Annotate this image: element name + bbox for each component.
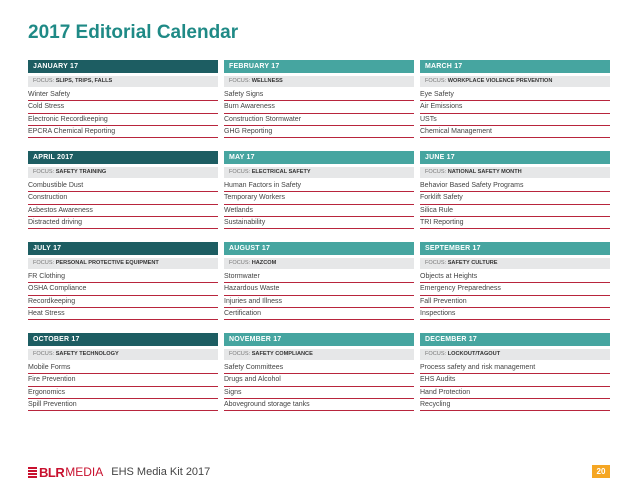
focus-topic: SAFETY COMPLIANCE [251,351,313,357]
topic-item: FR Clothing [28,271,218,283]
topic-item: GHG Reporting [224,126,414,138]
month-block [420,151,610,229]
topic-item: Certification [224,308,414,320]
topic-item: Recordkeeping [28,296,218,308]
topic-item: TRI Reporting [420,217,610,229]
focus-label: FOCUS: [229,351,251,357]
topic-list [420,180,610,229]
month-block [420,242,610,320]
month-focus [420,76,610,87]
focus-label: FOCUS: [33,78,55,84]
focus-topic: WORKPLACE VIOLENCE PREVENTION [447,78,553,84]
month-block [420,60,610,138]
topic-item: OSHA Compliance [28,283,218,295]
month-header: SEPTEMBER 17 [420,242,610,255]
topic-item: Distracted driving [28,217,218,229]
month-focus [420,349,610,360]
topic-item: Wetlands [224,205,414,217]
focus-topic: HAZCOM [251,260,277,266]
focus-label: FOCUS: [229,169,251,175]
topic-item: Mobile Forms [28,362,218,374]
topic-item: Air Emissions [420,101,610,113]
topic-item: Fire Prevention [28,374,218,386]
month-header: JANUARY 17 [28,60,218,73]
focus-label: FOCUS: [33,169,55,175]
topic-item: Asbestos Awareness [28,205,218,217]
month-focus [28,349,218,360]
topic-item: Hand Protection [420,387,610,399]
focus-topic: SAFETY CULTURE [447,260,498,266]
topic-item: Silica Rule [420,205,610,217]
month-block [224,151,414,229]
month-focus [224,258,414,269]
month-block [28,60,218,138]
month-block [420,333,610,411]
month-header: AUGUST 17 [224,242,414,255]
month-block [28,242,218,320]
topic-item: Objects at Heights [420,271,610,283]
topic-item: Sustainability [224,217,414,229]
month-header: OCTOBER 17 [28,333,218,346]
topic-list [28,89,218,138]
topic-item: EPCRA Chemical Reporting [28,126,218,138]
focus-label: FOCUS: [425,169,447,175]
focus-label: FOCUS: [33,351,55,357]
blr-media-logo [28,465,103,480]
topic-item: Winter Safety [28,89,218,101]
month-block [224,60,414,138]
topic-item: Combustible Dust [28,180,218,192]
topic-item: Ergonomics [28,387,218,399]
topic-item: Safety Signs [224,89,414,101]
focus-label: FOCUS: [229,260,251,266]
topic-item: Stormwater [224,271,414,283]
media-kit-label: EHS Media Kit 2017 [111,466,211,478]
topic-item: Injuries and Illness [224,296,414,308]
topic-item: Construction Stormwater [224,114,414,126]
topic-item: Inspections [420,308,610,320]
month-header: APRIL 2017 [28,151,218,164]
topic-list [28,362,218,411]
month-focus [224,349,414,360]
page-title: 2017 Editorial Calendar [28,22,239,43]
month-block [224,242,414,320]
topic-item: Construction [28,192,218,204]
topic-list [420,271,610,320]
topic-list [420,89,610,138]
month-focus [28,167,218,178]
focus-topic: LOCKOUT/TAGOUT [447,351,501,357]
month-focus [28,76,218,87]
focus-topic: SLIPS, TRIPS, FALLS [55,78,113,84]
month-header: JUNE 17 [420,151,610,164]
focus-label: FOCUS: [229,78,251,84]
month-header: FEBRUARY 17 [224,60,414,73]
topic-item: Drugs and Alcohol [224,374,414,386]
month-header: MARCH 17 [420,60,610,73]
month-focus [420,258,610,269]
topic-item: Hazardous Waste [224,283,414,295]
month-focus [420,167,610,178]
footer [28,464,210,480]
focus-label: FOCUS: [33,260,55,266]
focus-label: FOCUS: [425,78,447,84]
topic-item: Electronic Recordkeeping [28,114,218,126]
blr-logo-icon [28,467,37,478]
topic-list [224,271,414,320]
topic-item: Safety Committees [224,362,414,374]
focus-topic: PERSONAL PROTECTIVE EQUIPMENT [55,260,159,266]
topic-list [224,362,414,411]
topic-item: Cold Stress [28,101,218,113]
topic-item: EHS Audits [420,374,610,386]
topic-item: Process safety and risk management [420,362,610,374]
logo-media-text: MEDIA [65,465,104,479]
topic-item: Fall Prevention [420,296,610,308]
month-header: MAY 17 [224,151,414,164]
topic-item: Burn Awareness [224,101,414,113]
topic-list [28,180,218,229]
topic-item: Aboveground storage tanks [224,399,414,411]
month-focus [224,167,414,178]
focus-label: FOCUS: [425,260,447,266]
topic-item: Chemical Management [420,126,610,138]
topic-item: Recycling [420,399,610,411]
page-number-badge: 20 [592,465,610,478]
focus-topic: NATIONAL SAFETY MONTH [447,169,522,175]
focus-topic: ELECTRICAL SAFETY [251,169,311,175]
topic-list [420,362,610,411]
month-focus [224,76,414,87]
month-focus [28,258,218,269]
focus-topic: SAFETY TECHNOLOGY [55,351,119,357]
topic-list [224,89,414,138]
topic-item: Heat Stress [28,308,218,320]
focus-label: FOCUS: [425,351,447,357]
focus-topic: SAFETY TRAINING [55,169,107,175]
topic-list [28,271,218,320]
topic-item: Human Factors in Safety [224,180,414,192]
month-header: JULY 17 [28,242,218,255]
month-block [28,333,218,411]
topic-item: USTs [420,114,610,126]
topic-item: Emergency Preparedness [420,283,610,295]
topic-item: Signs [224,387,414,399]
logo-blr-text: BLR [39,464,65,480]
month-block [224,333,414,411]
topic-item: Temporary Workers [224,192,414,204]
topic-item: Eye Safety [420,89,610,101]
month-block [28,151,218,229]
month-header: NOVEMBER 17 [224,333,414,346]
month-header: DECEMBER 17 [420,333,610,346]
focus-topic: WELLNESS [251,78,283,84]
topic-item: Forklift Safety [420,192,610,204]
topic-list [224,180,414,229]
topic-item: Behavior Based Safety Programs [420,180,610,192]
topic-item: Spill Prevention [28,399,218,411]
